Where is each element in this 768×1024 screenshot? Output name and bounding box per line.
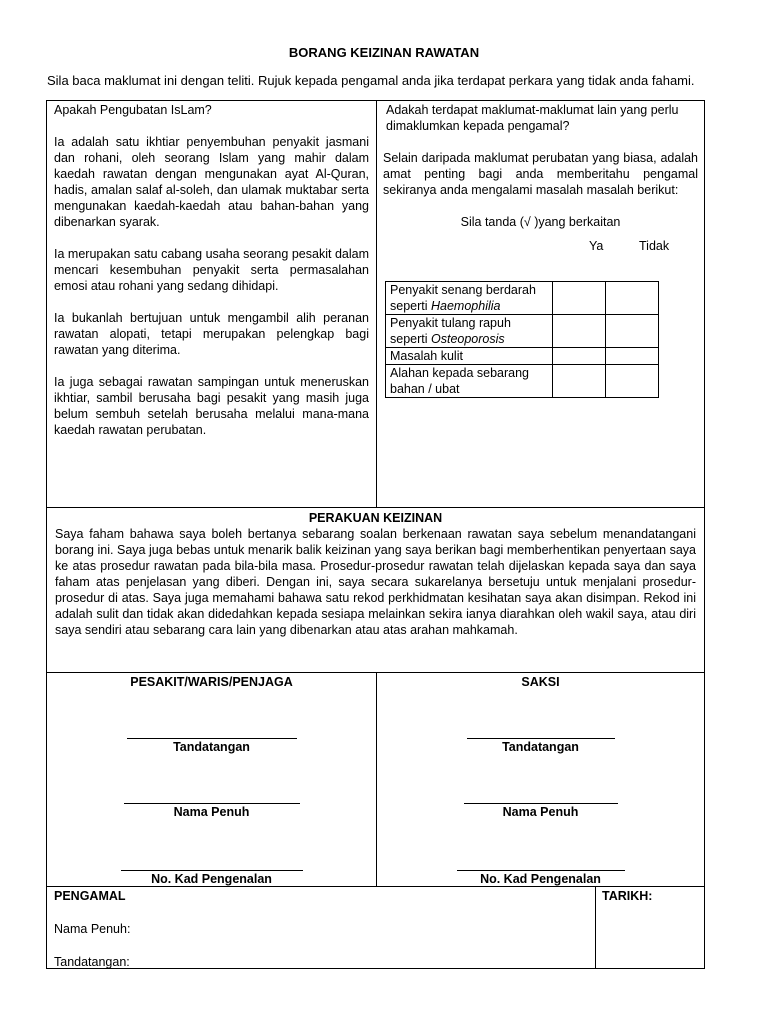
yes-checkbox[interactable] [553,315,606,348]
ic-label: No. Kad Pengenalan [151,872,272,886]
form-title: BORANG KEIZINAN RAWATAN [288,45,480,60]
consent-heading: PERAKUAN KEIZINAN [308,511,443,525]
left-para-1: Ia adalah satu ikhtiar penyembuhan penyakit jasmani dan rohani, oleh seorang Islam yang mahir dalam kaedah rawatan dengan mengunakan ayat Al-Quran, hadis, amalan salaf al-soleh, dan ulamak muktabar serta mengunakan kaedah-kaedah atau bahan-bahan yang dibenarkan syarak. [54,135,369,229]
yes-checkbox[interactable] [553,348,606,365]
no-checkbox[interactable] [606,348,659,365]
table-row [386,348,659,365]
patient-heading: PESAKIT/WARIS/PENJAGA [130,675,293,689]
practitioner-heading: PENGAMAL [54,889,126,903]
info-box-right [376,100,705,508]
no-checkbox[interactable] [606,282,659,315]
no-checkbox[interactable] [606,365,659,398]
yes-checkbox[interactable] [553,282,606,315]
intro-text: Sila baca maklumat ini dengan teliti. Rujuk kepada pengamal anda jika terdapat perkara yang tidak anda fahami. [47,73,695,88]
witness-signature-box [376,672,705,887]
practitioner-signature-field[interactable]: Tandatangan: [54,955,130,969]
consent-body: Saya faham bahawa saya boleh bertanya sebarang soalan berkenaan rawatan saya sebelum menandatangani borang ini. Saya juga bebas untuk menarik balik keizinan yang saya berikan bagi memberhentikan penyertaan saya ke atas prosedur rawatan pada bila-bila masa. Prosedur-prosedur rawatan telah dijelaskan kepada saya dan saya faham atas penjelasan yang diberi. Dengan ini, saya secara sukarelanya bersetuju untuk menjalani prosedur-prosedur di atas. Saya juga memahami bahawa satu rekod perkhidmatan kesihatan saya akan disimpan. Rekod ini adalah sulit dan tidak akan didedahkan kepada sesiapa melainkan sekira ianya diarahkan oleh wakil saya, atau diri saya sendiri atau sebarang cara lain yang dibenarkan atau atas arahan mahkamah. [55,527,696,637]
consent-box [46,507,705,673]
left-para-2: Ia merupakan satu cabang usaha seorang pesakit dalam mencari kesembuhan penyakit serta permasalahan emosi atau rohani yang sedang dihidapi. [54,247,369,293]
witness-heading: SAKSI [521,675,560,689]
table-row [386,282,659,315]
no-checkbox[interactable] [606,315,659,348]
left-para-3: Ia bukanlah bertujuan untuk mengambil alih peranan rawatan alopati, tetapi merupakan pelengkap bagi rawatan yang diterima. [54,311,369,357]
checklist-instruction: Sila tanda (√ )yang berkaitan [460,215,621,229]
ic-label: No. Kad Pengenalan [480,872,601,886]
condition-label: Penyakit senang berdarah seperti Haemophilia [386,282,553,315]
condition-checklist [385,281,659,398]
table-row [386,315,659,348]
condition-label: Penyakit tulang rapuh seperti Osteoporosis [386,315,553,348]
date-field[interactable]: TARIKH: [602,889,653,903]
practitioner-box [46,886,596,969]
fullname-label: Nama Penuh [173,805,250,819]
fullname-label: Nama Penuh [502,805,579,819]
signature-label: Tandatangan [173,740,250,754]
signature-label: Tandatangan [502,740,579,754]
col-yes-label: Ya [589,239,604,253]
col-no-label: Tidak [639,239,670,253]
table-row [386,365,659,398]
right-para-1: Selain daripada maklumat perubatan yang biasa, adalah amat penting bagi anda memberitahu pengamal sekiranya anda mengalami masalah masalah berikut: [383,151,698,197]
right-heading: Adakah terdapat maklumat-maklumat lain yang perlu dimaklumkan kepada pengamal? [386,103,679,133]
left-para-4: Ia juga sebagai rawatan sampingan untuk meneruskan ikhtiar, sambil berusaha bagi pesakit yang masih juga belum sembuh setelah berusaha melalui mana-mana kaedah rawatan perubatan. [54,375,369,437]
yes-checkbox[interactable] [553,365,606,398]
condition-label: Masalah kulit [386,348,553,365]
patient-signature-box [46,672,377,887]
condition-label: Alahan kepada sebarang bahan / ubat [386,365,553,398]
left-heading: Apakah Pengubatan IsLam? [54,103,212,117]
info-box-left [46,100,377,508]
practitioner-name-field[interactable]: Nama Penuh: [54,922,131,936]
date-box [595,886,705,969]
